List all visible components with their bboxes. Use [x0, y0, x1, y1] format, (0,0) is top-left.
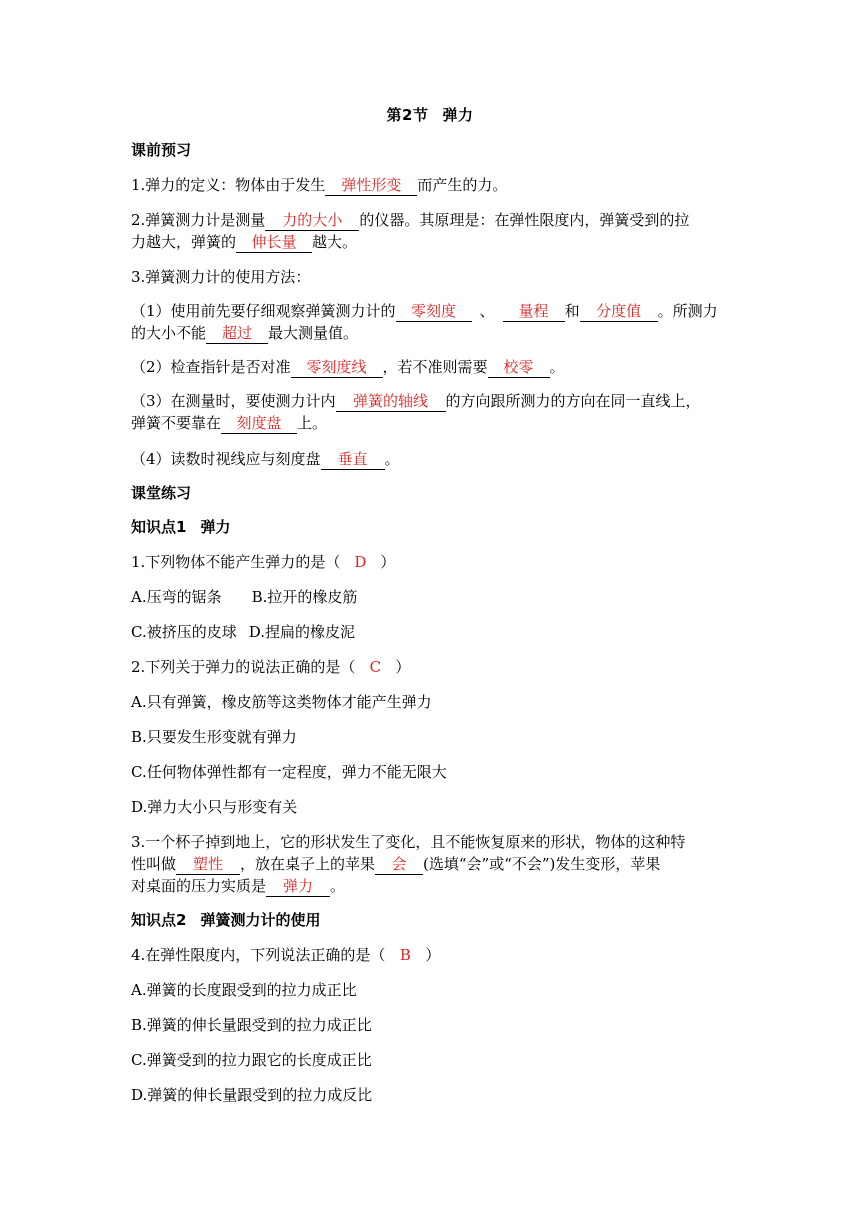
- answer-choice: D: [354, 553, 367, 571]
- preview-s2: （2）检查指针是否对准 零刻度线 ，若不准则需要 校零 。: [131, 358, 565, 376]
- answer-blank: 超过: [206, 323, 268, 344]
- section-name: 弹力: [442, 106, 474, 124]
- preview-q1: 1.弹力的定义：物体由于发生 弹性形变 而产生的力。: [131, 176, 508, 194]
- practice-q2-option-a: A.只有弹簧，橡皮筋等这类物体才能产生弹力: [131, 693, 432, 711]
- preview-s3-line1: （3）在测量时，要使测力计内 弹簧的轴线 的方向跟所测力的方向在同一直线上，: [131, 392, 701, 410]
- answer-blank: 弹性形变: [325, 175, 417, 196]
- preview-s1-line1: （1）使用前先要仔细观察弹簧测力计的 零刻度 、 量程 和 分度值 。所测力: [131, 302, 718, 320]
- preview-q2-line1: 2.弹簧测力计是测量 力的大小 的仪器。其原理是：在弹性限度内，弹簧受到的拉: [131, 211, 690, 229]
- answer-blank: 弹力: [266, 876, 330, 897]
- answer-blank: 弹簧的轴线: [336, 391, 446, 412]
- practice-q4-option-b: B.弹簧的伸长量跟受到的拉力成正比: [131, 1016, 372, 1034]
- preview-heading: 课前预习: [131, 141, 192, 159]
- knowledge-point-2: 知识点2 弹簧测力计的使用: [131, 911, 321, 929]
- practice-q3-line1: 3.一个杯子掉到地上，它的形状发生了变化，且不能恢复原来的形状，物体的这种特: [131, 833, 686, 851]
- practice-q2-option-b: B.只要发生形变就有弹力: [131, 728, 297, 746]
- page-title: [0, 104, 860, 125]
- answer-blank: 力的大小: [265, 210, 359, 231]
- practice-q2-option-c: C.任何物体弹性都有一定程度，弹力不能无限大: [131, 763, 447, 781]
- answer-blank: 塑性: [176, 854, 240, 875]
- practice-q2-option-d: D.弹力大小只与形变有关: [131, 798, 298, 816]
- answer-blank: 零刻度线: [291, 357, 383, 378]
- section-number: 第2节: [386, 106, 429, 124]
- answer-blank: 刻度盘: [221, 413, 297, 434]
- preview-q3: 3.弹簧测力计的使用方法：: [131, 268, 311, 286]
- practice-q1-options-ab: A.压弯的锯条 B.拉开的橡皮筋: [131, 588, 358, 606]
- practice-q2-stem: 2.下列关于弹力的说法正确的是（ C ）: [131, 658, 411, 676]
- answer-blank: 量程: [503, 301, 565, 322]
- knowledge-point-1: 知识点1 弹力: [131, 518, 231, 536]
- answer-choice: B: [399, 946, 411, 964]
- practice-q1-options-cd: C.被挤压的皮球 D.捏扁的橡皮泥: [131, 623, 355, 641]
- practice-q4-option-a: A.弹簧的长度跟受到的拉力成正比: [131, 981, 357, 999]
- answer-blank: 伸长量: [236, 232, 312, 253]
- answer-blank: 零刻度: [396, 301, 472, 322]
- practice-q1-stem: 1.下列物体不能产生弹力的是（ D ）: [131, 553, 396, 571]
- practice-q4-stem: 4.在弹性限度内，下列说法正确的是（ B ）: [131, 946, 441, 964]
- answer-blank: 校零: [488, 357, 550, 378]
- preview-s3-line2: 弹簧不要靠在 刻度盘 上。: [131, 414, 328, 432]
- answer-blank: 会: [375, 854, 423, 875]
- answer-blank: 垂直: [321, 449, 385, 470]
- practice-q4-option-d: D.弹簧的伸长量跟受到的拉力成反比: [131, 1086, 373, 1104]
- practice-heading: 课堂练习: [131, 484, 192, 502]
- practice-q3-line3: 对桌面的压力实质是 弹力 。: [131, 877, 346, 895]
- preview-s4: （4）读数时视线应与刻度盘 垂直 。: [131, 450, 400, 468]
- preview-q2-line2: 力越大，弹簧的 伸长量 越大。: [131, 233, 358, 251]
- practice-q3-line2: 性叫做 塑性 ，放在桌子上的苹果 会 (选填“会”或“不会”)发生变形，苹果: [131, 855, 661, 873]
- practice-q4-option-c: C.弹簧受到的拉力跟它的长度成正比: [131, 1051, 372, 1069]
- preview-s1-line2: 的大小不能 超过 最大测量值。: [131, 324, 359, 342]
- answer-choice: C: [369, 658, 382, 676]
- answer-blank: 分度值: [580, 301, 658, 322]
